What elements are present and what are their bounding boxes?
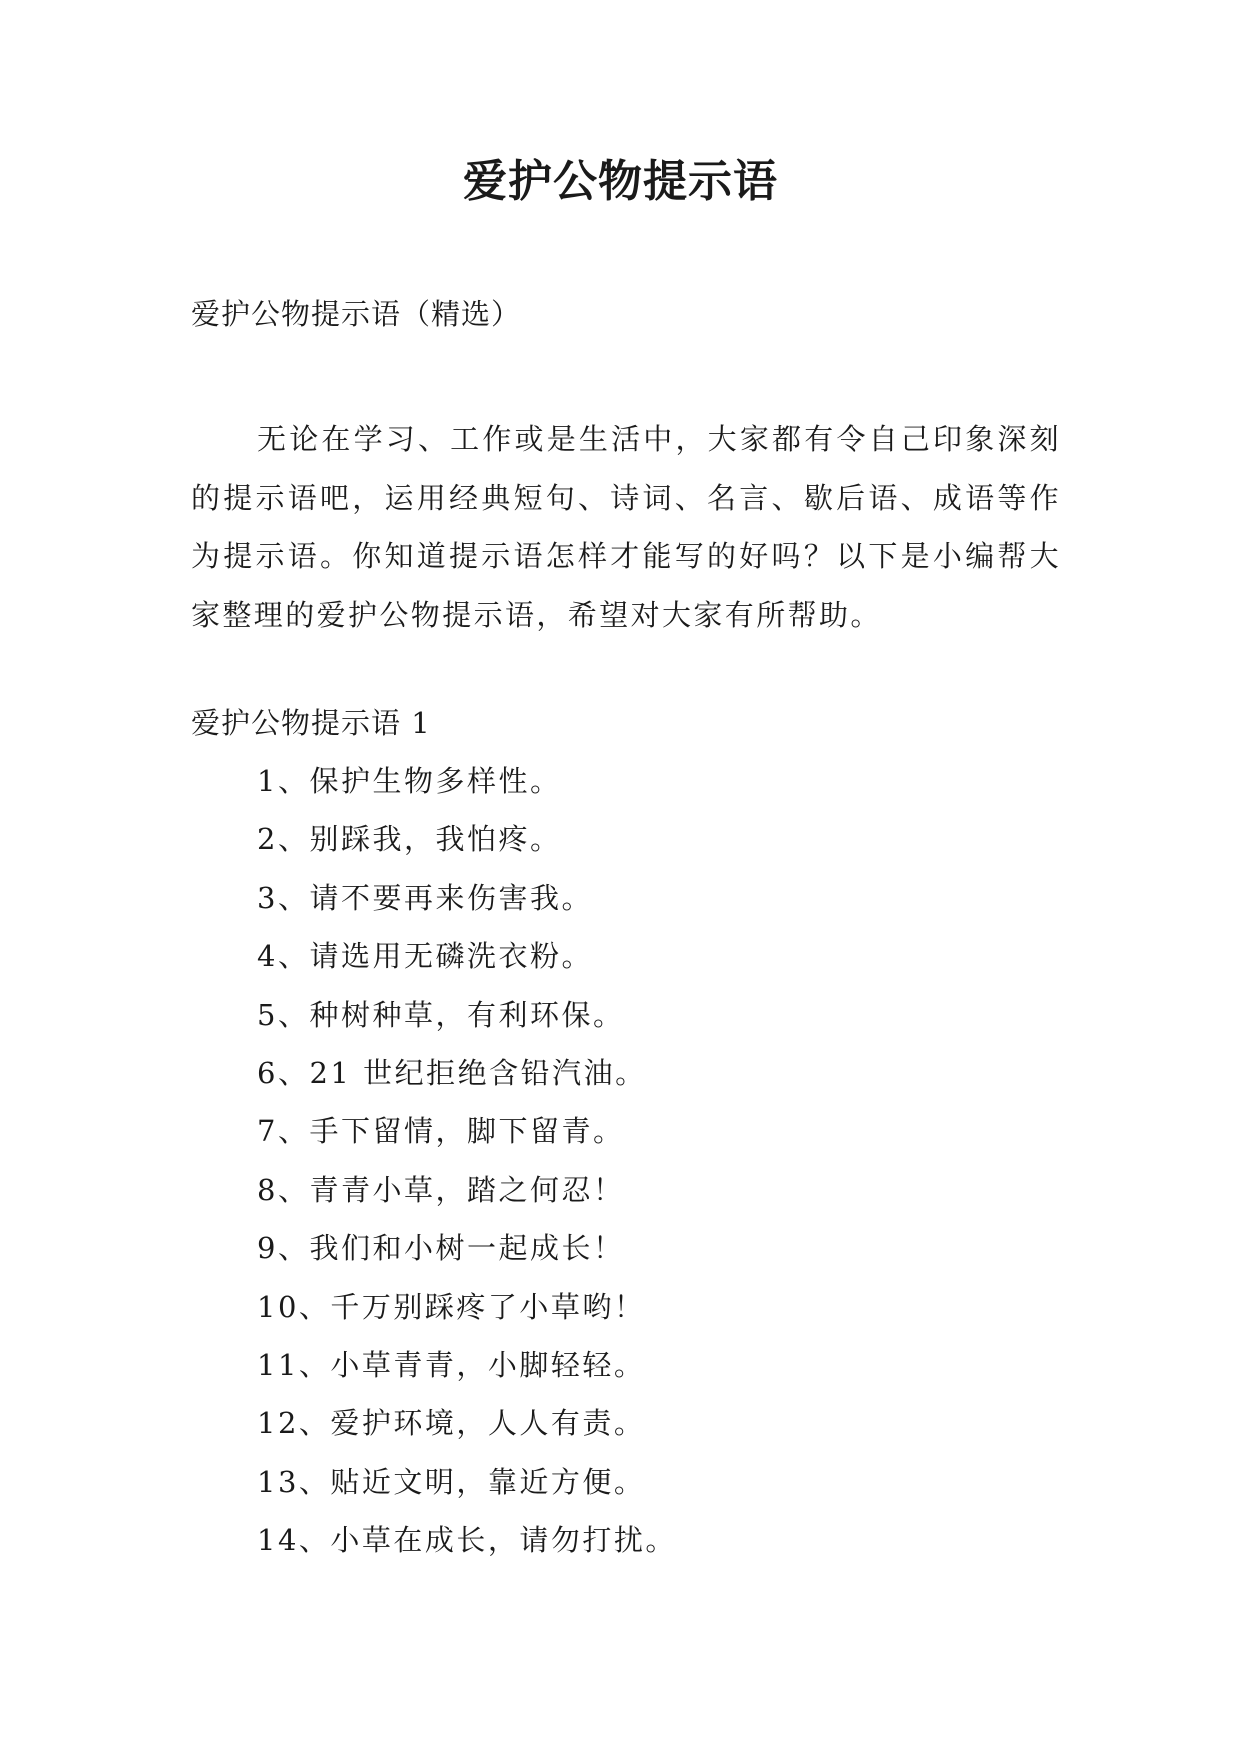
list-item: 8、青青小草，踏之何忍！ — [257, 1172, 625, 1207]
list-item: 13、贴近文明，靠近方便。 — [257, 1464, 646, 1499]
list-item: 1、保护生物多样性。 — [257, 764, 562, 798]
document-title: 爱护公物提示语 — [463, 156, 778, 207]
list-item: 12、爱护环境，人人有责。 — [257, 1406, 646, 1441]
list-item: 5、种树种草，有利环保。 — [257, 997, 625, 1032]
list-item: 14、小草在成长，请勿打扰。 — [257, 1523, 677, 1558]
list-item: 7、手下留情，脚下留青。 — [257, 1114, 625, 1149]
list-item: 4、请选用无磷洗衣粉。 — [257, 939, 593, 974]
tips-list — [257, 761, 677, 1578]
intro-paragraph: 无论在学习、工作或是生活中，大家都有令自己印象深刻的提示语吧，运用经典短句、诗词、名言、歇后语、成语等作为提示语。你知道提示语怎样才能写的好吗？以下是小编帮大家整理的爱护公物提示语，希望对大家有所帮助。 — [191, 422, 1061, 632]
list-item: 9、我们和小树一起成长！ — [257, 1231, 625, 1266]
list-item: 6、21 世纪拒绝含铅汽油。 — [257, 1055, 647, 1090]
list-item: 11、小草青青，小脚轻轻。 — [257, 1347, 646, 1382]
list-item: 10、千万别踩疼了小草哟！ — [257, 1289, 646, 1324]
list-item: 3、请不要再来伤害我。 — [257, 880, 593, 915]
section-heading: 爱护公物提示语 1 — [191, 706, 431, 740]
list-item: 2、别踩我，我怕疼。 — [257, 822, 562, 857]
document-subtitle: 爱护公物提示语（精选） — [191, 297, 522, 331]
